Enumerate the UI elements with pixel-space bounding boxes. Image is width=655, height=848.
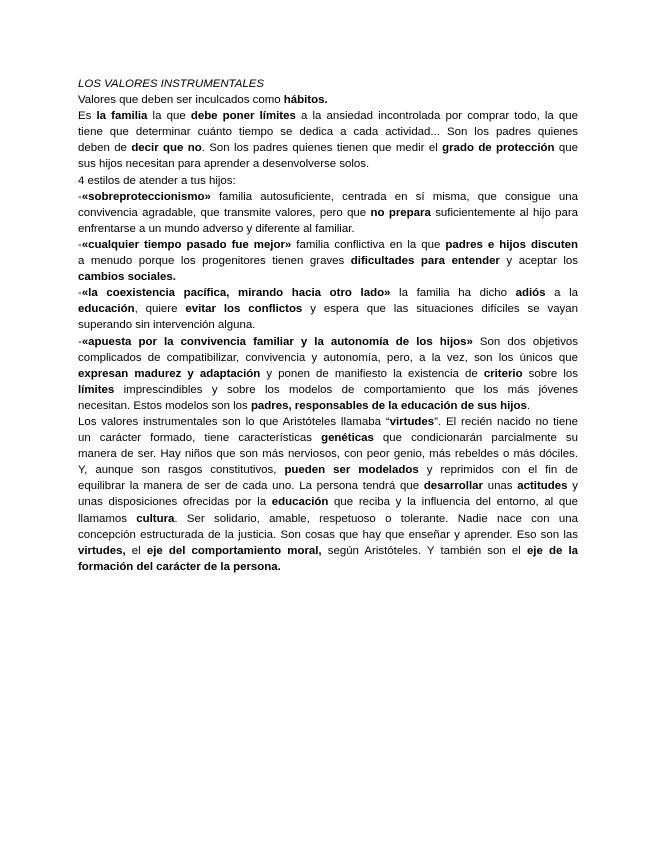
bold-text: cultura — [136, 512, 175, 525]
text-run: y espera que las situaciones difíciles se vayan — [302, 303, 578, 316]
document-page — [78, 76, 578, 575]
text-run: . — [526, 399, 530, 412]
text-run: que — [554, 142, 578, 155]
text-run: - — [78, 238, 82, 251]
text-run: el — [125, 544, 147, 557]
bold-text: expresan madurez y adaptación — [78, 367, 261, 380]
text-line — [78, 92, 578, 108]
text-run: - — [78, 335, 82, 348]
bold-text: desarrollar — [423, 480, 483, 493]
text-run: sus hijos necesitan para aprender a desenvolverse solos. — [78, 158, 370, 171]
text-line — [78, 446, 578, 462]
text-run: manera de ser. Hay niños que son más nerviosos, con peor genio, más rebeldes o más dóciles. — [78, 448, 578, 461]
bold-text: cambios sociales. — [78, 271, 176, 284]
text-run: un carácter formado, tiene características — [78, 432, 322, 445]
text-line — [78, 124, 578, 140]
text-run: superando sin intervención alguna. — [78, 319, 256, 332]
text-line — [78, 205, 578, 221]
text-line — [78, 559, 578, 575]
bold-text: eje del comportamiento moral, — [146, 544, 322, 557]
text-run: concepción estructurada de la justicia. Son cosas que hay que enseñar y aprender. Eso son las — [78, 528, 578, 541]
text-run: ”. El recién nacido no tiene — [434, 415, 578, 428]
text-run: unas — [482, 480, 518, 493]
text-run: - — [78, 190, 82, 203]
bold-text: adiós — [515, 287, 546, 300]
text-line — [78, 462, 578, 478]
bold-text: no prepara — [370, 206, 431, 219]
text-run: equilibrar la manera de ser de cada uno. La persona tendrá que — [78, 480, 424, 493]
bold-text: decir que no — [131, 142, 202, 155]
text-line — [78, 430, 578, 446]
text-run: suficientemente al hijo para — [430, 206, 579, 219]
bold-text: padres e hijos discuten — [445, 238, 578, 251]
text-run: imprescindibles y sobre los modelos de comportamiento que los más jóvenes — [114, 383, 578, 396]
text-run: enfrentarse a un mundo adverso y diferente al familiar. — [78, 222, 355, 235]
text-line — [78, 317, 578, 333]
text-run: y reprimidos con el fin de — [418, 464, 578, 477]
text-run: complicados de compatibilizar, convivencia y autonomía, pero, a la vez, son los únicos que — [78, 351, 578, 364]
text-run: que reciba y la influencia del entorno, al que — [328, 496, 578, 509]
bold-text: educación — [78, 303, 135, 316]
text-line — [78, 156, 578, 172]
bold-text: genéticas — [321, 432, 374, 445]
section-heading: LOS VALORES INSTRUMENTALES — [78, 78, 265, 90]
bold-text: virtudes, — [78, 544, 126, 557]
bold-text: grado de protección — [442, 142, 555, 155]
text-run: familia autosuficiente, centrada en sí misma, que consigue una — [210, 190, 578, 203]
text-run: llamamos — [78, 512, 137, 525]
bold-text: «cualquier tiempo pasado fue mejor» — [81, 238, 292, 251]
text-run: la que — [147, 110, 191, 123]
document-body — [78, 92, 578, 575]
text-run: familia conflictiva en la que — [291, 238, 446, 251]
bold-text: virtudes — [389, 415, 435, 428]
text-line — [78, 382, 578, 398]
bold-text: límites — [78, 383, 115, 396]
text-run: la familia ha dicho — [390, 287, 516, 300]
bold-text: la familia — [96, 110, 148, 123]
text-line — [78, 511, 578, 527]
text-line — [78, 285, 578, 301]
text-line — [78, 398, 578, 414]
bold-text: criterio — [483, 367, 523, 380]
text-run: y ponen de manifiesto la existencia de — [260, 367, 484, 380]
text-run: - — [78, 287, 82, 300]
bold-text: padres, responsables de la educación de sus hijos — [250, 399, 527, 412]
text-line — [78, 478, 578, 494]
text-run: . Ser solidario, amable, respetuoso o tolerante. Nadie nace con una — [174, 512, 578, 525]
bold-text: «la coexistencia pacífica, mirando hacia otro lado» — [81, 287, 391, 300]
bold-text: eje de la — [526, 544, 578, 557]
text-run: a la ansiedad incontrolada por comprar todo, la que — [295, 110, 578, 123]
text-line — [78, 189, 578, 205]
bold-text: debe poner límites — [190, 110, 296, 123]
text-line — [78, 221, 578, 237]
bold-text: pueden ser modelados — [284, 464, 419, 477]
text-line — [78, 140, 578, 156]
text-line — [78, 253, 578, 269]
text-run: convivencia agradable, que transmite valores, pero que — [78, 206, 371, 219]
text-line — [78, 350, 578, 366]
bold-text: «apuesta por la convivencia familiar y la autonomía de los hijos» — [81, 335, 473, 348]
text-line — [78, 543, 578, 559]
text-run: a la — [545, 287, 579, 300]
bold-text: «sobreproteccionismo» — [81, 190, 211, 203]
text-run: que condicionarán parcialmente su — [373, 432, 578, 445]
text-line — [78, 527, 578, 543]
text-run: Valores que deben ser inculcados como — [78, 94, 284, 107]
text-run: según Aristóteles. Y también son el — [321, 544, 527, 557]
text-run: . Son los padres quienes tienen que medir el — [201, 142, 443, 155]
text-line — [78, 414, 578, 430]
text-run: tiene que determinar cuánto tiempo se dedica a cada actividad... Son los padres quienes — [78, 126, 578, 139]
text-run: Son dos objetivos — [472, 335, 578, 348]
text-run: y aceptar los — [499, 255, 578, 268]
text-run: , quiere — [134, 303, 186, 316]
bold-text: formación del carácter de la persona. — [78, 560, 281, 573]
text-run: y — [567, 480, 578, 493]
text-line — [78, 334, 578, 350]
text-line — [78, 301, 578, 317]
bold-text: educación — [271, 496, 329, 509]
bold-text: hábitos. — [283, 94, 328, 107]
text-line — [78, 269, 578, 285]
text-line — [78, 173, 578, 189]
text-run: sobre los — [522, 367, 578, 380]
text-run: Es — [78, 110, 97, 123]
bold-text: dificultades para entender — [350, 255, 500, 268]
text-run: Y, aunque son rasgos constitutivos, — [78, 464, 285, 477]
text-run: necesitan. Estos modelos son los — [78, 399, 251, 412]
text-run: deben de — [78, 142, 132, 155]
text-run: a menudo porque los progenitores tienen graves — [78, 255, 351, 268]
text-run: 4 estilos de atender a tus hijos: — [78, 174, 236, 187]
text-line — [78, 494, 578, 510]
text-line — [78, 237, 578, 253]
text-run: Los valores instrumentales son lo que Aristóteles llamaba “ — [78, 415, 390, 428]
text-run: unas disposiciones ofrecidas por la — [78, 496, 272, 509]
bold-text: evitar los conflictos — [185, 303, 303, 316]
text-line — [78, 366, 578, 382]
text-line — [78, 108, 578, 124]
bold-text: actitudes — [517, 480, 568, 493]
